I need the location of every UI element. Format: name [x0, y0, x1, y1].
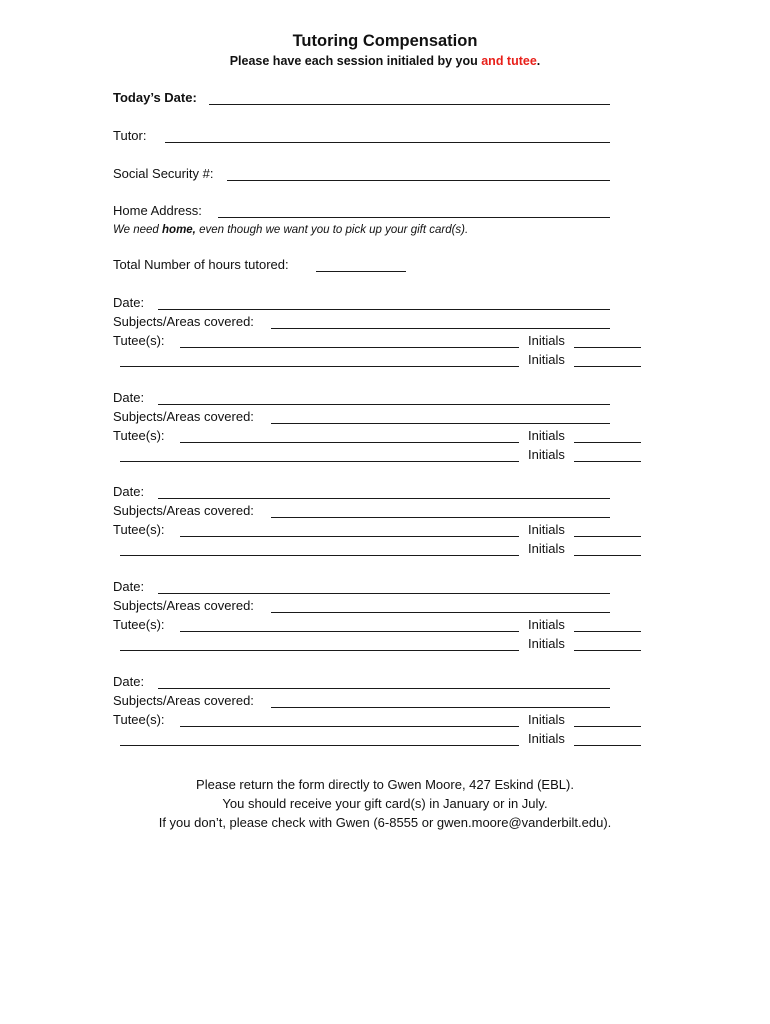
session-initials-2-field[interactable]	[574, 650, 641, 651]
session-tutees-label: Tutee(s):	[113, 428, 165, 443]
footer-line-2: You should receive your gift card(s) in January or in July.	[222, 796, 548, 811]
session-initials-2-field[interactable]	[574, 745, 641, 746]
tutor-label: Tutor:	[113, 128, 147, 143]
session-initials-1-field[interactable]	[574, 631, 641, 632]
session-initials-label: Initials	[528, 333, 565, 348]
session-initials-1-field[interactable]	[574, 726, 641, 727]
session-initials-1-field[interactable]	[574, 347, 641, 348]
session-tutees-label: Tutee(s):	[113, 333, 165, 348]
session-tutee-2-field[interactable]	[120, 745, 519, 746]
home-address-note	[113, 222, 468, 238]
session-subjects-field[interactable]	[271, 423, 610, 424]
session-date-label: Date:	[113, 579, 145, 594]
total-hours-label: Total Number of hours tutored:	[113, 257, 289, 272]
home-note-bold: home,	[162, 224, 196, 236]
session-tutee-2-field[interactable]	[120, 461, 519, 462]
subtitle-emphasis: and tutee	[481, 54, 537, 68]
session-date-label: Date:	[113, 484, 145, 499]
session-initials-label: Initials	[528, 428, 565, 443]
session-tutee-1-field[interactable]	[180, 726, 519, 727]
session-subjects-field[interactable]	[271, 612, 610, 613]
session-subjects-label: Subjects/Areas covered:	[113, 503, 254, 518]
session-subjects-label: Subjects/Areas covered:	[113, 409, 254, 424]
session-date-field[interactable]	[158, 404, 610, 405]
session-tutee-1-field[interactable]	[180, 536, 519, 537]
session-date-label: Date:	[113, 295, 145, 310]
session-subjects-field[interactable]	[271, 707, 610, 708]
footer-line-1: Please return the form directly to Gwen Moore, 427 Eskind (EBL).	[196, 777, 574, 792]
session-tutee-1-field[interactable]	[180, 442, 519, 443]
session-initials-label: Initials	[528, 447, 565, 462]
session-tutee-2-field[interactable]	[120, 650, 519, 651]
footer-line-3: If you don’t, please check with Gwen (6-8555 or gwen.moore@vanderbilt.edu).	[158, 815, 612, 830]
session-tutee-2-field[interactable]	[120, 555, 519, 556]
session-subjects-field[interactable]	[271, 328, 610, 329]
home-note-pre: We need	[113, 224, 163, 236]
session-initials-1-field[interactable]	[574, 442, 641, 443]
session-initials-1-field[interactable]	[574, 536, 641, 537]
home-address-label: Home Address:	[113, 203, 202, 218]
session-date-field[interactable]	[158, 309, 610, 310]
session-initials-2-field[interactable]	[574, 555, 641, 556]
todays-date-field[interactable]	[209, 104, 610, 105]
session-initials-label: Initials	[528, 352, 565, 367]
session-initials-label: Initials	[528, 712, 565, 727]
ssn-field[interactable]	[227, 180, 610, 181]
session-initials-2-field[interactable]	[574, 461, 641, 462]
tutor-field[interactable]	[165, 142, 610, 143]
session-initials-label: Initials	[528, 731, 565, 746]
session-date-field[interactable]	[158, 593, 610, 594]
session-initials-label: Initials	[528, 617, 565, 632]
session-date-label: Date:	[113, 390, 145, 405]
subtitle-period: .	[536, 54, 541, 68]
home-address-field[interactable]	[218, 217, 610, 218]
todays-date-label: Today’s Date:	[113, 90, 197, 105]
session-tutees-label: Tutee(s):	[113, 617, 165, 632]
subtitle-text: Please have each session initialed by you	[229, 54, 482, 68]
form-subtitle	[0, 53, 770, 69]
session-date-field[interactable]	[158, 498, 610, 499]
session-date-label: Date:	[113, 674, 145, 689]
total-hours-field[interactable]	[316, 271, 406, 272]
session-tutees-label: Tutee(s):	[113, 522, 165, 537]
session-subjects-label: Subjects/Areas covered:	[113, 693, 254, 708]
session-tutee-2-field[interactable]	[120, 366, 519, 367]
session-initials-label: Initials	[528, 541, 565, 556]
home-note-post: even though we want you to pick up your gift card(s).	[195, 224, 469, 236]
form-title: Tutoring Compensation	[292, 32, 478, 50]
session-initials-label: Initials	[528, 636, 565, 651]
session-tutee-1-field[interactable]	[180, 631, 519, 632]
session-tutee-1-field[interactable]	[180, 347, 519, 348]
session-initials-2-field[interactable]	[574, 366, 641, 367]
ssn-label: Social Security #:	[113, 166, 214, 181]
session-date-field[interactable]	[158, 688, 610, 689]
session-subjects-field[interactable]	[271, 517, 610, 518]
session-subjects-label: Subjects/Areas covered:	[113, 598, 254, 613]
session-tutees-label: Tutee(s):	[113, 712, 165, 727]
session-initials-label: Initials	[528, 522, 565, 537]
session-subjects-label: Subjects/Areas covered:	[113, 314, 254, 329]
